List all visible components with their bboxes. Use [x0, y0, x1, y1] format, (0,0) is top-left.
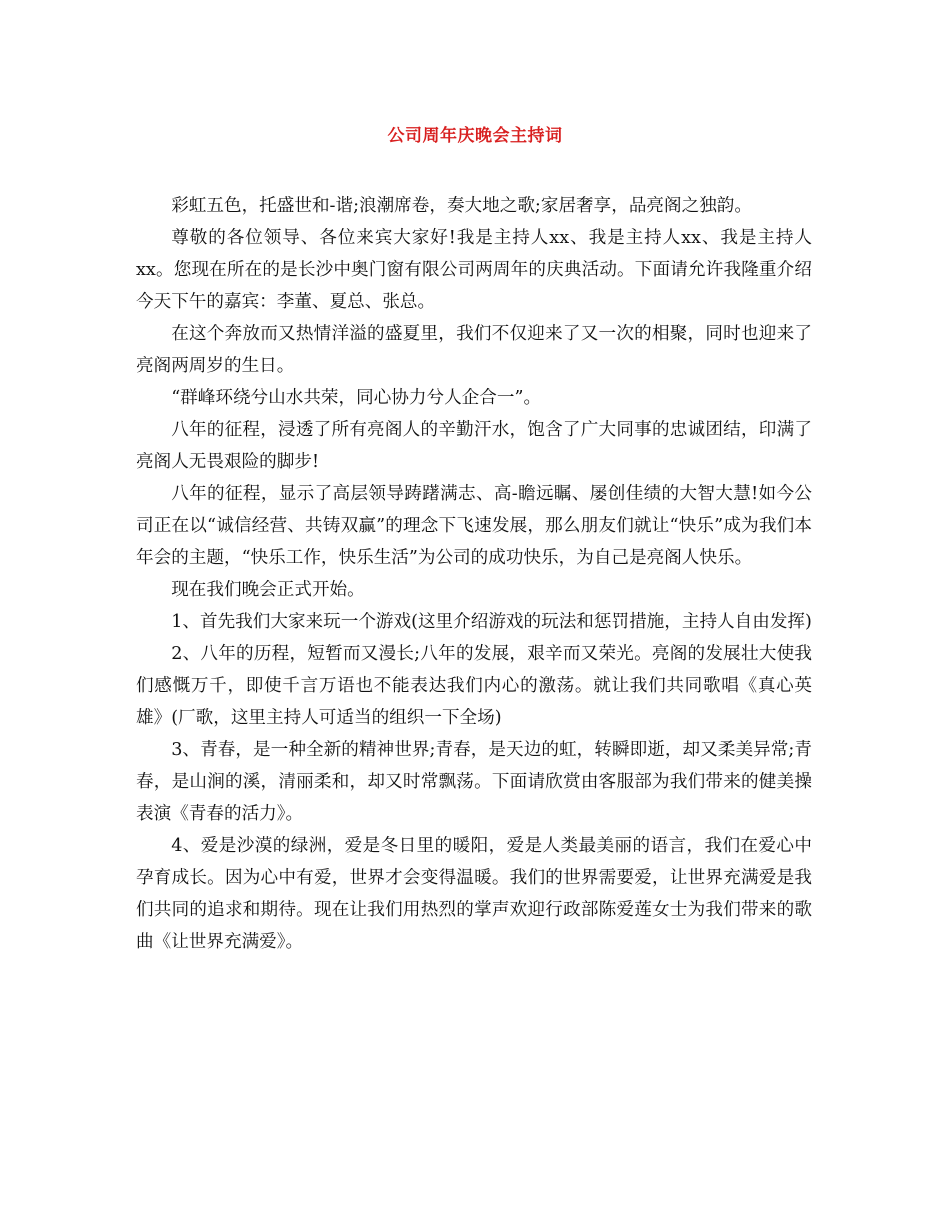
- paragraph: 彩虹五色，托盛世和-谐;浪潮席卷，奏大地之歌;家居奢享，品亮阁之独韵。: [171, 196, 752, 216]
- paragraph: 现在我们晚会正式开始。: [171, 580, 365, 600]
- paragraph: 4、爱是沙漠的绿洲，爱是冬日里的暖阳，爱是人类最美丽的语言，我们在爱心中孕育成长。因为心中有爱，世界才会变得温暖。我们的世界需要爱，让世界充满爱是我们共同的追求和期待。现在让我们用热烈的掌声欢迎行政部陈爱莲女士为我们带来的歌曲《让世界充满爱》。: [136, 836, 812, 952]
- paragraph: 在这个奔放而又热情洋溢的盛夏里，我们不仅迎来了又一次的相聚，同时也迎来了亮阁两周岁的生日。: [136, 324, 812, 376]
- paragraph: 八年的征程，浸透了所有亮阁人的辛勤汗水，饱含了广大同事的忠诚团结，印满了亮阁人无畏艰险的脚步!: [136, 420, 812, 472]
- paragraph: 尊敬的各位领导、各位来宾大家好!我是主持人xx、我是主持人xx、我是主持人xx。您现在所在的是长沙中奥门窗有限公司两周年的庆典活动。下面请允许我隆重介绍今天下午的嘉宾：李董、夏总、张总。: [136, 228, 812, 312]
- document-title: 公司周年庆晚会主持词: [387, 126, 563, 146]
- paragraph: 2、八年的历程，短暂而又漫长;八年的发展，艰辛而又荣光。亮阁的发展壮大使我们感慨万千，即使千言万语也不能表达我们内心的激荡。就让我们共同歌唱《真心英雄》(厂歌，这里主持人可适当的组织一下全场): [136, 644, 812, 728]
- document-body: [136, 190, 812, 958]
- paragraph: 3、青春，是一种全新的精神世界;青春，是天边的虹，转瞬即逝，却又柔美异常;青春，是山涧的溪，清丽柔和，却又时常飘荡。下面请欣赏由客服部为我们带来的健美操表演《青春的活力》。: [136, 740, 812, 824]
- paragraph: 八年的征程，显示了高层领导踌躇满志、高-瞻远瞩、屡创佳绩的大智大慧!如今公司正在以“诚信经营、共铸双赢”的理念下飞速发展，那么朋友们就让“快乐”成为我们本年会的主题，“快乐工作，快乐生活”为公司的成功快乐，为自己是亮阁人快乐。: [136, 484, 812, 568]
- paragraph: 1、首先我们大家来玩一个游戏(这里介绍游戏的玩法和惩罚措施，主持人自由发挥): [171, 612, 812, 632]
- paragraph: “群峰环绕兮山水共荣，同心协力兮人企合一”。: [171, 388, 542, 408]
